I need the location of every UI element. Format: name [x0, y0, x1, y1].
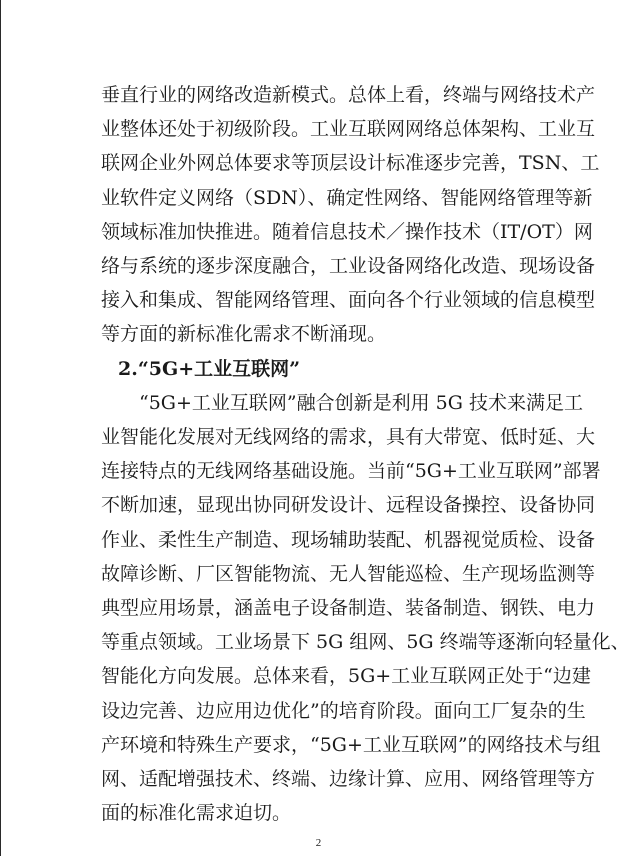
- paragraph-2-line-13: 面的标准化需求迫切。: [101, 802, 292, 825]
- paragraph-2-line-5: 作业、柔性生产制造、现场辅助装配、机器视觉质检、设备: [101, 528, 596, 551]
- paragraph-1-line-6: 络与系统的逐步深度融合，工业设备网络化改造、现场设备: [101, 255, 596, 277]
- paragraph-1-line-4: 业软件定义网络（SDN）、确定性网络、智能网络管理等新: [101, 186, 593, 209]
- paragraph-2-line-4: 不断加速，显现出协同研发设计、远程设备操控、设备协同: [101, 494, 596, 517]
- paragraph-2-line-11: 产环境和特殊生产要求，“5G+工业互联网”的网络技术与组: [101, 733, 601, 756]
- paragraph-1-line-3: 联网企业外网总体要求等顶层设计标准逐步完善，TSN、工: [101, 152, 600, 175]
- section-heading: 2.“5G+工业互联网”: [118, 357, 301, 380]
- paragraph-2-line-3: 连接特点的无线网络基础设施。当前“5G+工业互联网”部署: [101, 460, 601, 483]
- paragraph-1-line-1: 垂直行业的网络改造新模式。总体上看，终端与网络技术产: [101, 84, 596, 106]
- paragraph-1-line-8: 等方面的新标准化需求不断涌现。: [101, 323, 387, 346]
- paragraph-1-line-5: 领域标准加快推进。随着信息技术／操作技术（IT/OT）网: [101, 220, 593, 243]
- paragraph-2-line-7: 典型应用场景，涵盖电子设备制造、装备制造、钢铁、电力: [101, 597, 596, 619]
- paragraph-2-line-9: 智能化方向发展。总体来看，5G+工业互联网正处于“边建: [101, 665, 591, 688]
- paragraph-2-line-1: “5G+工业互联网”融合创新是利用 5G 技术来满足工: [139, 391, 583, 414]
- paragraph-2-line-10: 设边完善、边应用边优化”的培育阶段。面向工厂复杂的生: [101, 699, 586, 722]
- paragraph-2-line-8: 等重点领域。工业场景下 5G 组网、5G 终端等逐渐向轻量化、: [101, 631, 630, 654]
- paragraph-2-line-2: 业智能化发展对无线网络的需求，具有大带宽、低时延、大: [101, 426, 596, 448]
- paragraph-2-line-6: 故障诊断、厂区智能物流、无人智能巡检、生产现场监测等: [101, 562, 596, 585]
- paragraph-2-line-12: 网、适配增强技术、终端、边缘计算、应用、网络管理等方: [101, 768, 596, 790]
- paragraph-1-line-2: 业整体还处于初级阶段。工业互联网网络总体架构、工业互: [101, 118, 596, 141]
- paragraph-1-line-7: 接入和集成、智能网络管理、面向各个行业领域的信息模型: [101, 289, 596, 312]
- page-number: 2: [315, 837, 322, 850]
